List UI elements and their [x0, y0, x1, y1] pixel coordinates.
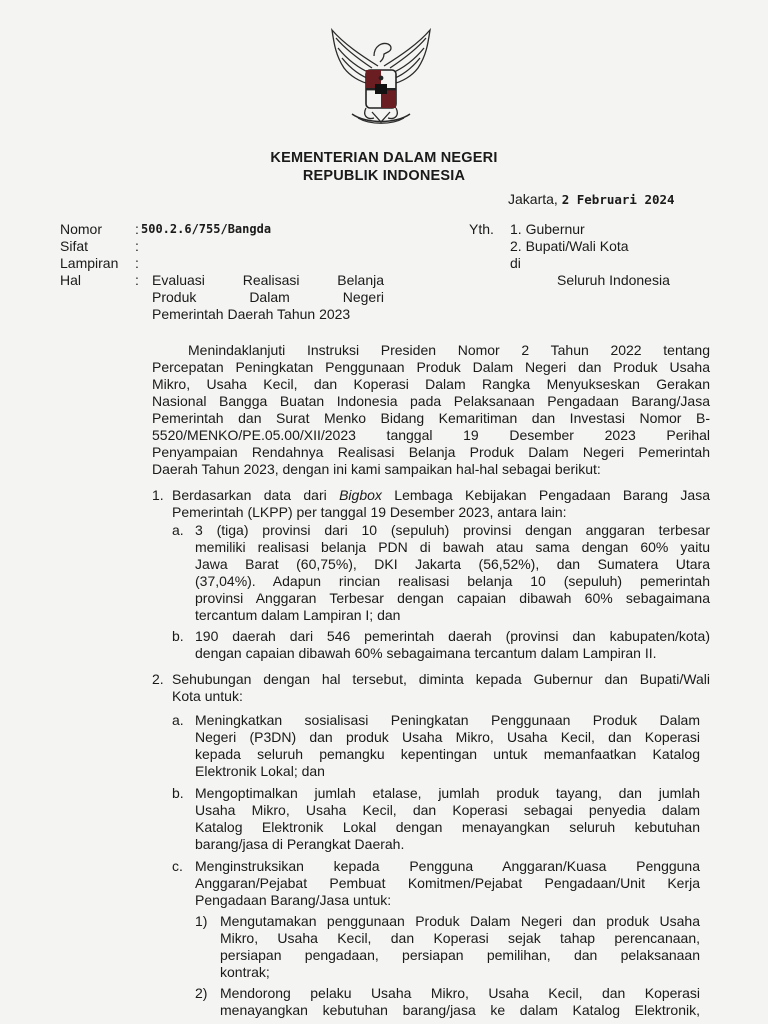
republic-heading: REPUBLIK INDONESIA	[302, 168, 466, 184]
item-2c-1-line-1: Mengutamakan penggunaan Produk Dalam Negeri dan produk Usaha	[220, 913, 700, 929]
intro-line-7: Penyampaian Rendahnya Realisasi Belanja Produk Dalam Negeri Pemerintah	[152, 444, 710, 460]
item-2b-line-4: barang/jasa di Perangkat Daerah.	[195, 836, 405, 852]
item-1b-line-2: dengan capaian dibawah 60% sebagaimana tercantum dalam Lampiran II.	[195, 645, 657, 661]
item-1a-line-2: memiliki realisasi belanja PDN di bawah atau sama dengan 60% yaitu	[195, 539, 710, 555]
item-2c-line-1: Menginstruksikan kepada Pengguna Anggaran/Kuasa Pengguna	[195, 858, 700, 874]
item-2c-1-number: 1)	[195, 913, 208, 929]
item-2-line-1: Sehubungan dengan hal tersebut, diminta kepada Gubernur dan Bupati/Wali	[172, 671, 710, 687]
item-2b-number: b.	[172, 785, 184, 801]
item-2c-2-number: 2)	[195, 985, 208, 1001]
lampiran-label: Lampiran	[60, 255, 119, 271]
intro-line-8: Daerah Tahun 2023, dengan ini kami sampaikan hal-hal sebagai berikut:	[152, 461, 601, 477]
item-2a-line-1: Meningkatkan sosialisasi Peningkatan Penggunaan Produk Dalam	[195, 712, 700, 728]
hal-line-3: Pemerintah Daerah Tahun 2023	[152, 306, 351, 322]
yth-label: Yth.	[469, 221, 494, 237]
nomor-colon: :	[135, 221, 139, 237]
intro-line-1: Menindaklanjuti Instruksi Presiden Nomor 2 Tahun 2022 tentang	[188, 342, 710, 358]
item-1b-line-1: 190 daerah dari 546 pemerintah daerah (provinsi dan kabupaten/kota)	[195, 628, 710, 644]
item-1-number: 1.	[152, 487, 164, 503]
date-place: Jakarta,	[508, 191, 558, 207]
intro-line-6: 5520/MENKO/PE.05.00/XII/2023 tanggal 19 Desember 2023 Perihal	[152, 427, 710, 443]
item-2b-line-2: Usaha Mikro, Usaha Kecil, dan Koperasi sebagai penyedia dalam	[195, 802, 700, 818]
recipient-1: 1. Gubernur	[510, 221, 585, 237]
garuda-emblem-icon	[322, 26, 440, 130]
recipient-place: Seluruh Indonesia	[557, 272, 670, 288]
item-1-line-1: Berdasarkan data dari Bigbox Lembaga Kebijakan Pengadaan Barang Jasa	[172, 487, 710, 503]
item-2a-line-2: Negeri (P3DN) dan produk Usaha Mikro, Usaha Kecil, dan Koperasi	[195, 729, 700, 745]
date-value: 2 Februari 2024	[561, 192, 675, 207]
item-2b-line-1: Mengoptimalkan jumlah etalase, jumlah produk tayang, dan jumlah	[195, 785, 700, 801]
lampiran-colon: :	[135, 255, 139, 271]
item-2c-1-line-4: kontrak;	[220, 964, 270, 980]
item-2c-1-line-2: Mikro, Usaha Kecil, dan Koperasi sejak tahap perencanaan,	[220, 930, 700, 946]
intro-line-4: Nasional Bangga Buatan Indonesia pada Pelaksanaan Pengadaan Barang/Jasa	[152, 393, 710, 409]
item-2a-line-4: Elektronik Lokal; dan	[195, 763, 325, 779]
nomor-value: 500.2.6/755/Bangda	[141, 222, 272, 236]
item-1a-line-1: 3 (tiga) provinsi dari 10 (sepuluh) provinsi dengan anggaran terbesar	[195, 522, 710, 538]
item-1a-line-3: Jawa Barat (60,75%), DKI Jakarta (56,52%), dan Sumatera Utara	[195, 556, 710, 572]
intro-line-3: Mikro, Usaha Kecil, dan Koperasi Dalam Rangka Menyukseskan Gerakan	[152, 376, 710, 392]
nomor-label: Nomor	[60, 221, 103, 237]
hal-line-1: Evaluasi Realisasi Belanja	[152, 272, 384, 288]
dateline	[508, 191, 675, 207]
hal-label: Hal	[60, 272, 82, 288]
hal-colon: :	[135, 272, 139, 288]
intro-line-2: Percepatan Peningkatan Penggunaan Produk Dalam Negeri dan Produk Usaha	[152, 359, 710, 375]
item-2-line-2: Kota untuk:	[172, 688, 243, 704]
sifat-colon: :	[135, 238, 139, 254]
item-1a-line-4: (37,04%). Adapun rincian realisasi belanja 10 (sepuluh) pemerintah	[195, 573, 710, 589]
intro-line-5: Pemerintah dan Surat Menko Bidang Kemaritiman dan Investasi Nomor B-	[152, 410, 710, 426]
item-1-line-2: Pemerintah (LKPP) per tanggal 19 Desember 2023, antara lain:	[172, 504, 567, 520]
item-1b-number: b.	[172, 628, 184, 644]
item-2c-2-line-1: Mendorong pelaku Usaha Mikro, Usaha Kecil, dan Koperasi	[220, 985, 700, 1001]
item-2c-1-line-3: persiapan pengadaan, persiapan pemilihan, dan pelaksanaan	[220, 947, 700, 963]
recipient-di: di	[510, 255, 521, 271]
sifat-label: Sifat	[60, 238, 89, 254]
item-2c-line-2: Anggaran/Pejabat Pembuat Komitmen/Pejabat Pengadaan/Unit Kerja	[195, 875, 700, 891]
item-2-number: 2.	[152, 671, 164, 687]
item-1a-line-5: provinsi Anggaran Terbesar dengan capaian dibawah 60% sebagaimana	[195, 590, 710, 606]
item-2a-number: a.	[172, 712, 184, 728]
recipient-2: 2. Bupati/Wali Kota	[510, 238, 629, 254]
item-2c-number: c.	[172, 858, 183, 874]
hal-line-2: Produk Dalam Negeri	[152, 289, 384, 305]
bigbox-italic: Bigbox	[339, 487, 382, 503]
item-2c-2-line-2: menayangkan kebutuhan barang/jasa ke dalam Katalog Elektronik,	[220, 1002, 700, 1018]
item-2a-line-3: kepada seluruh pemangku kepentingan untuk memanfaatkan Katalog	[195, 746, 700, 762]
item-1a-line-6: tercantum dalam Lampiran I; dan	[195, 607, 401, 623]
item-2c-line-3: Pengadaan Barang/Jasa untuk:	[195, 892, 392, 908]
item-2b-line-3: Katalog Elektronik Lokal dengan menayangkan seluruh kebutuhan	[195, 819, 700, 835]
item-1a-number: a.	[172, 522, 184, 538]
ministry-heading: KEMENTERIAN DALAM NEGERI	[270, 150, 498, 166]
